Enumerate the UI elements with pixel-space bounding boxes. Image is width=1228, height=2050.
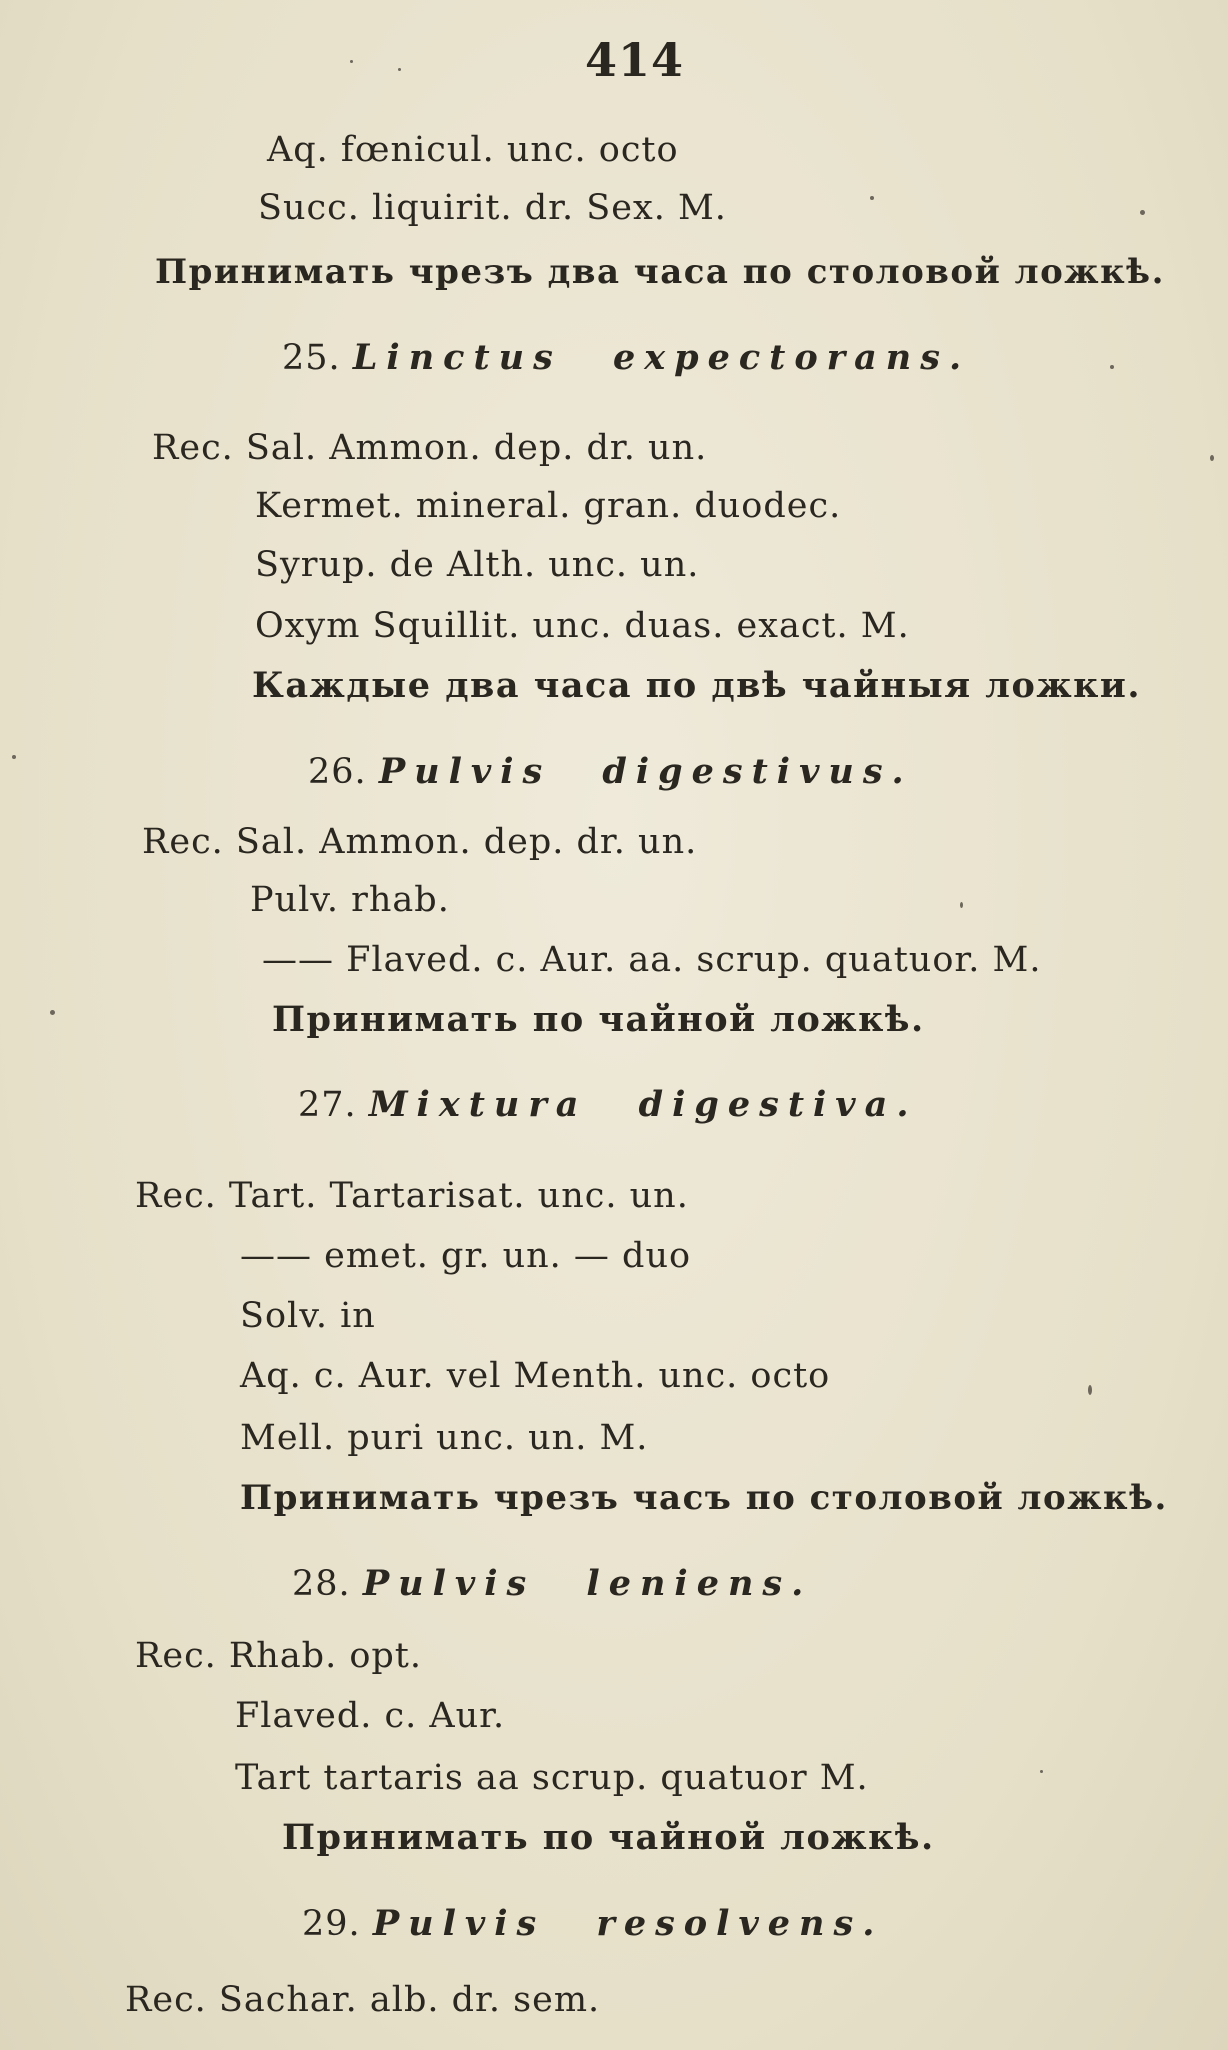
section-heading	[308, 752, 913, 792]
section-title: Linctus expectorans.	[352, 337, 971, 378]
paper-speck	[50, 1010, 55, 1015]
text-line: Принимать чрезъ часъ по столовой ложкѣ.	[240, 1478, 1168, 1518]
section-title: Pulvis digestivus.	[378, 751, 913, 792]
paper-speck	[1140, 210, 1145, 215]
page-number: 414	[585, 33, 685, 87]
paper-speck	[1088, 1385, 1092, 1395]
paper-speck	[398, 68, 401, 71]
text-line: Rec. Sal. Ammon. dep. dr. un.	[142, 822, 698, 862]
section-number: 28.	[292, 1564, 351, 1604]
section-heading	[282, 338, 970, 378]
text-line: Flaved. c. Aur.	[235, 1696, 506, 1736]
paper-speck	[960, 902, 963, 908]
paper-speck	[1040, 1770, 1043, 1773]
paper-speck	[1210, 455, 1214, 461]
text-line: Rec. Rhab. opt.	[135, 1636, 423, 1676]
section-title: Mixtura digestiva.	[368, 1084, 918, 1125]
text-line: Pulv. rhab.	[250, 880, 450, 920]
text-line: Принимать по чайной ложкѣ.	[282, 1817, 935, 1858]
text-line: —— emet. gr. un. — duo	[240, 1236, 692, 1276]
section-heading	[302, 1904, 883, 1944]
text-line: Принимать чрезъ два часа по столовой ложкѣ.	[155, 252, 1165, 292]
text-line: Каждые два часа по двѣ чайныя ложки.	[252, 665, 1142, 706]
section-number: 27.	[298, 1085, 357, 1125]
section-title: Pulvis resolvens.	[372, 1903, 884, 1944]
text-line: —— Flaved. c. Aur. aa. scrup. quatuor. M.	[262, 940, 1042, 980]
text-line: Rec. Sachar. alb. dr. sem.	[125, 1980, 601, 2020]
paper-speck	[870, 196, 874, 200]
text-line: Rec. Sal. Ammon. dep. dr. un.	[152, 428, 708, 468]
text-line: Принимать по чайной ложкѣ.	[272, 999, 925, 1040]
paper-speck	[350, 60, 353, 63]
section-heading	[292, 1564, 812, 1604]
text-line: Syrup. de Alth. unc. un.	[255, 545, 700, 585]
paper-speck	[12, 755, 16, 759]
section-number: 26.	[308, 752, 367, 792]
text-line: Solv. in	[240, 1296, 376, 1336]
text-line: Aq. fœnicul. unc. octo	[267, 130, 679, 170]
text-line: Mell. puri unc. un. M.	[240, 1418, 649, 1458]
section-heading	[298, 1085, 918, 1125]
text-line: Tart tartaris aa scrup. quatuor M.	[235, 1758, 869, 1798]
paper-speck	[1110, 365, 1114, 369]
text-line: Aq. c. Aur. vel Menth. unc. octo	[240, 1356, 831, 1396]
text-line: Succ. liquirit. dr. Sex. M.	[258, 188, 727, 228]
text-line: Kermet. mineral. gran. duodec.	[255, 486, 842, 526]
text-line: Rec. Tart. Tartarisat. unc. un.	[135, 1176, 689, 1216]
section-number: 29.	[302, 1904, 361, 1944]
text-line: Oxym Squillit. unc. duas. exact. M.	[255, 606, 910, 646]
section-number: 25.	[282, 338, 341, 378]
section-title: Pulvis leniens.	[362, 1563, 813, 1604]
